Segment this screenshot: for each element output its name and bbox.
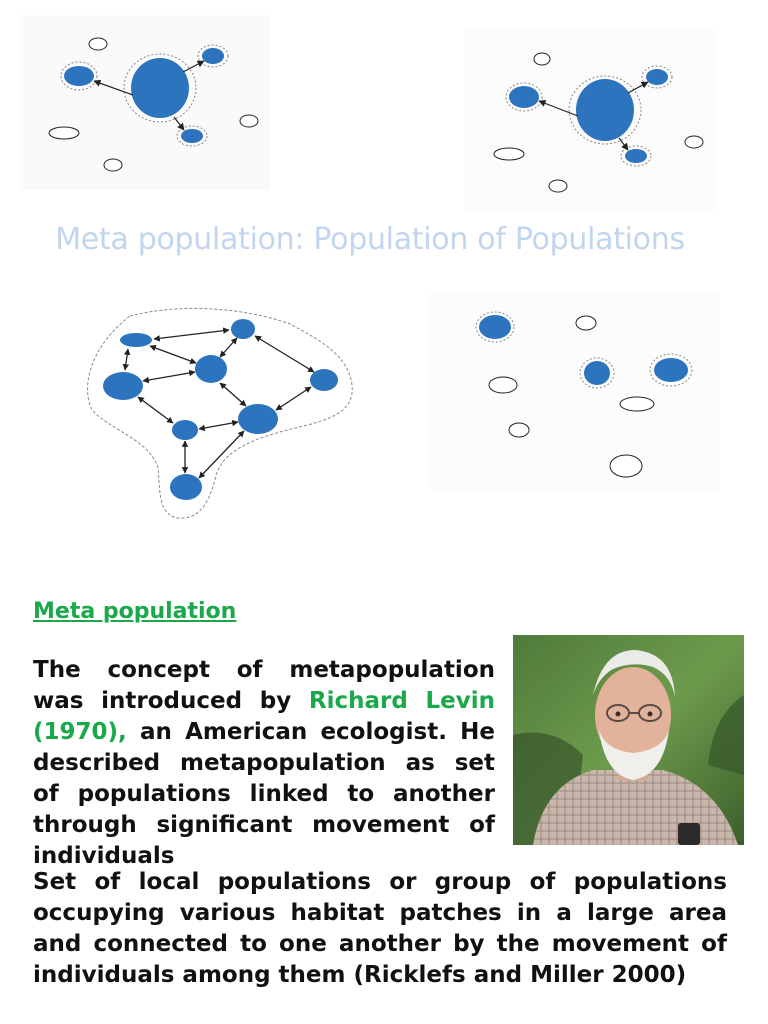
- occupied-patch: [238, 404, 278, 434]
- dispersal-arrow: [138, 397, 173, 423]
- occupied-patch: [479, 315, 511, 339]
- occupied-patch: [64, 66, 94, 86]
- empty-patch: [240, 115, 258, 127]
- mainland-island-diagram-left: [20, 15, 270, 190]
- occupied-patch: [172, 420, 198, 440]
- mainland-patch: [576, 79, 634, 141]
- occupied-patch: [195, 355, 227, 383]
- dispersal-arrow: [150, 346, 196, 363]
- dispersal-arrow: [125, 349, 128, 370]
- empty-patch: [610, 455, 642, 477]
- empty-patch: [685, 136, 703, 148]
- dispersal-arrow: [199, 422, 238, 429]
- dispersal-arrow: [174, 117, 184, 130]
- occupied-patch: [202, 48, 224, 64]
- occupied-patch: [120, 333, 152, 347]
- section-heading: Meta population: [33, 599, 237, 624]
- empty-patch: [576, 316, 596, 330]
- empty-patch: [494, 148, 524, 160]
- occupied-patch: [646, 69, 668, 85]
- occupied-patch: [231, 319, 255, 339]
- mainland-patch: [131, 58, 189, 118]
- person-photo: [513, 635, 744, 845]
- dispersal-arrow: [220, 338, 237, 357]
- dispersal-arrow: [276, 387, 311, 410]
- dispersal-arrow: [255, 336, 314, 372]
- dispersal-arrow: [199, 431, 244, 478]
- dispersal-arrow: [628, 82, 648, 93]
- occupied-patch: [103, 372, 143, 400]
- definition-paragraph: Set of local populations or group of populations occupying various habitat patches in a large area and connected to one another by the movement of individuals among them (Ricklefs and Miller 2000): [33, 869, 727, 988]
- dispersal-arrow: [220, 383, 246, 406]
- patchy-population-diagram: [80, 300, 365, 530]
- dispersal-arrow: [154, 330, 229, 339]
- occupied-patch: [654, 358, 688, 382]
- empty-patch: [509, 423, 529, 437]
- isolated-patches-diagram: [430, 290, 720, 490]
- dispersal-arrow: [94, 81, 133, 95]
- empty-patch: [489, 377, 517, 393]
- empty-patch: [89, 38, 107, 50]
- intro-text-part1: The concept of metapopulation was introduced by: [33, 657, 495, 714]
- occupied-patch: [509, 86, 539, 108]
- dispersal-arrow: [143, 372, 195, 381]
- dispersal-arrow: [183, 61, 204, 72]
- occupied-patch: [584, 361, 610, 385]
- empty-patch: [534, 53, 550, 65]
- empty-patch: [49, 127, 79, 139]
- author-highlight: Richard Levin (1970),: [33, 688, 495, 745]
- occupied-patch: [170, 474, 202, 500]
- dispersal-arrow: [539, 101, 578, 116]
- occupied-patch: [310, 369, 338, 391]
- occupied-patch: [181, 129, 203, 143]
- empty-patch: [620, 397, 654, 411]
- empty-patch: [549, 180, 567, 192]
- empty-patch: [104, 159, 122, 171]
- intro-text-part2: an American ecologist. He described metapopulation as set of populations linked to another through significant movement of individuals: [33, 719, 495, 869]
- mainland-island-diagram-right: [465, 30, 715, 210]
- slide-title: Meta population: Population of Populations: [55, 222, 685, 257]
- intro-paragraph: [33, 655, 495, 872]
- occupied-patch: [625, 149, 647, 163]
- dispersal-arrow: [619, 138, 628, 150]
